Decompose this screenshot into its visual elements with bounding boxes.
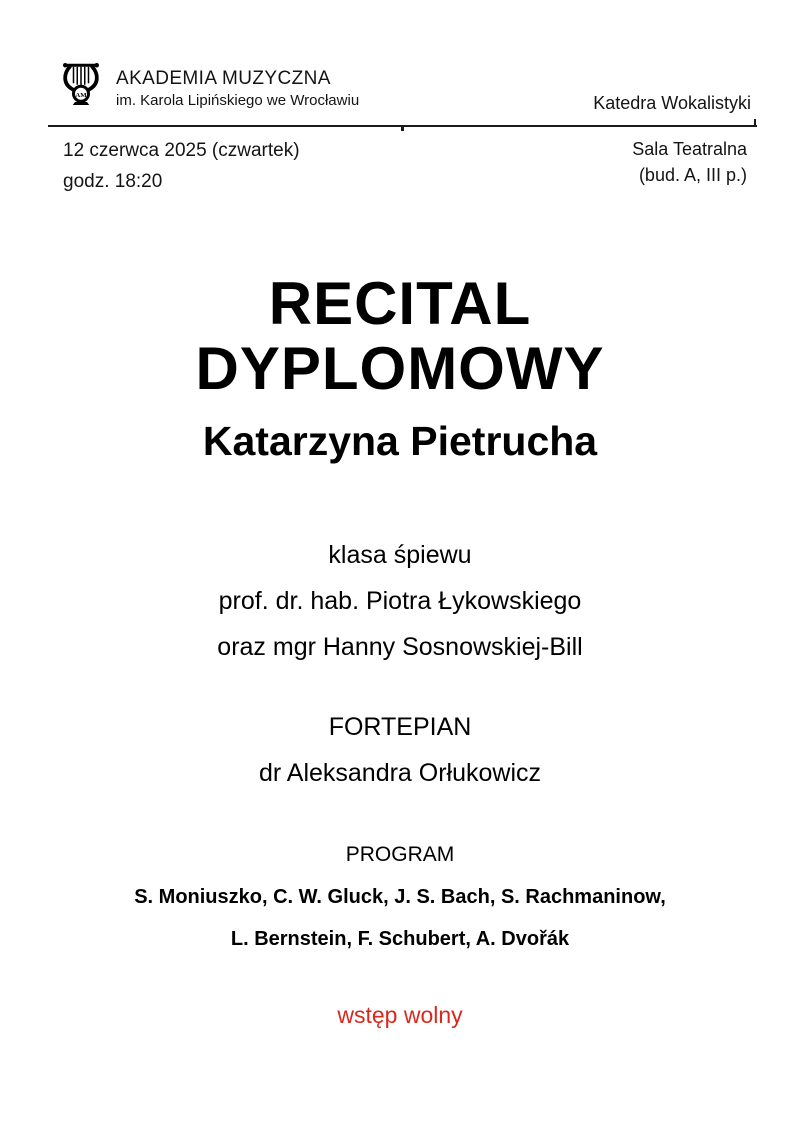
header-rule-right-tick [754,119,756,127]
event-time: godz. 18:20 [63,171,163,192]
program-line: S. Moniuszko, C. W. Gluck, J. S. Bach, S. Rachmaninow, [134,886,666,908]
academy-title-block [116,68,359,110]
pianist-name: dr Aleksandra Orłukowicz [258,759,542,787]
recital-title-line1: RECITAL [268,270,532,337]
program-composers [0,876,800,960]
voice-class-block [0,532,800,670]
department-label: Katedra Wokalistyki [593,93,751,113]
header-rule-mid-tick [401,127,404,131]
venue-name: Sala Teatralna [632,139,747,159]
teacher-line1: prof. dr. hab. Piotra Łykowskiego [218,587,582,615]
academy-subtitle: im. Karola Lipińskiego we Wrocławiu [116,92,360,109]
program-line: L. Bernstein, F. Schubert, A. Dvořák [230,928,570,950]
admission-note: wstęp wolny [337,1002,463,1028]
piano-label: FORTEPIAN [328,713,472,741]
academy-name: AKADEMIA MUZYCZNA [116,68,331,89]
event-datetime-block [63,135,300,197]
piano-block [0,704,800,796]
academy-logo [60,54,102,111]
teacher-line2: oraz mgr Hanny Sosnowskiej-Bill [217,633,583,661]
logo-monogram: AM [75,91,87,99]
venue-location: (bud. A, III p.) [638,165,747,185]
class-label: klasa śpiewu [328,541,472,569]
event-venue-block [632,136,747,188]
recital-title [0,271,800,401]
event-date: 12 czerwca 2025 (czwartek) [63,140,300,161]
recital-title-line2: DYPLOMOWY [195,335,605,402]
program-label: PROGRAM [345,843,455,866]
lyre-icon [60,54,102,111]
performer-name: Katarzyna Pietrucha [202,418,598,464]
